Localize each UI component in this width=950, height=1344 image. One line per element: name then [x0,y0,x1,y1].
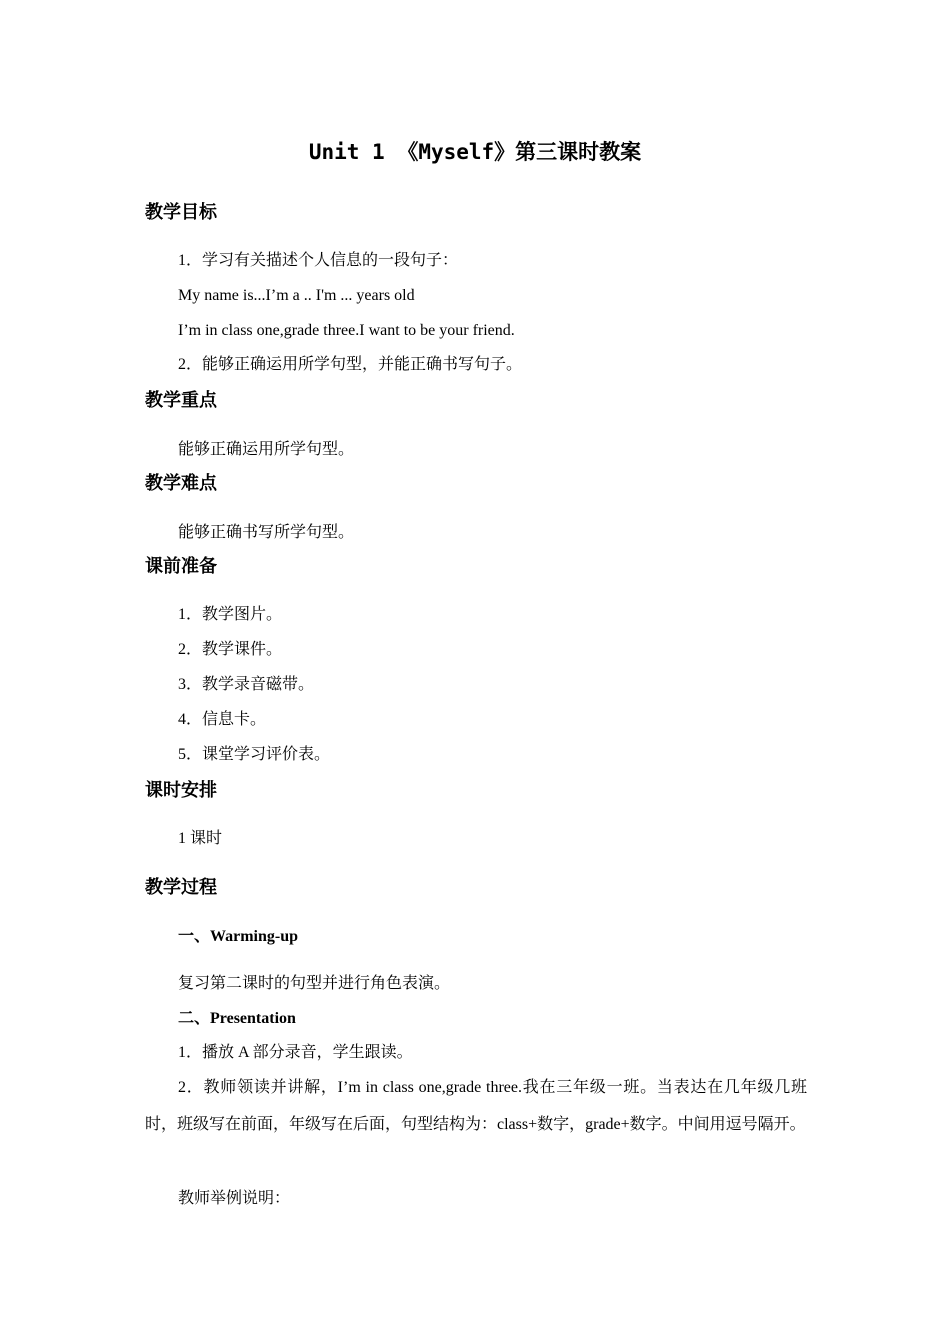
warmup-text: 复习第二课时的句型并进行角色表演。 [178,975,451,992]
objective-line-2: My name is...I’m a .. I'm ... years old [178,287,415,304]
presentation-title: 二、Presentation [178,1010,296,1027]
preparation-item: 1．教学图片。 [178,606,283,623]
heading-objectives: 教学目标 [145,202,217,223]
preparation-item: 2．教学课件。 [178,641,283,658]
preparation-item: 3．教学录音磁带。 [178,676,315,693]
objective-line-4: 2．能够正确运用所学句型，并能正确书写句子。 [178,356,523,373]
document-title: Unit 1 《Myself》第三课时教案 [308,140,642,164]
example-intro: 教师举例说明： [178,1190,291,1207]
difficulties-text: 能够正确书写所学句型。 [178,524,355,541]
preparation-item: 4．信息卡。 [178,711,267,728]
schedule-text: 1 课时 [178,830,223,847]
objective-line-3: I’m in class one,grade three.I want to be your friend. [178,322,515,339]
presentation-step-2: 2．教师领读并讲解，I’m in class one,grade three.我在三年级一班。当表达在几年级几班时，班级写在前面，年级写在后面，句型结构为：class+数字，grade+数字。中间用逗号隔开。 [145,1079,807,1133]
presentation-step-1: 1．播放 A 部分录音，学生跟读。 [178,1044,413,1061]
preparation-item: 5．课堂学习评价表。 [178,746,331,763]
key-points-text: 能够正确运用所学句型。 [178,441,355,458]
heading-preparation: 课前准备 [145,556,217,577]
heading-process: 教学过程 [145,877,217,898]
heading-difficulties: 教学难点 [145,473,217,494]
heading-key-points: 教学重点 [145,390,217,411]
objective-line-1: 1．学习有关描述个人信息的一段句子： [178,252,459,269]
heading-schedule: 课时安排 [145,780,217,801]
warmup-title: 一、Warming-up [178,928,299,945]
